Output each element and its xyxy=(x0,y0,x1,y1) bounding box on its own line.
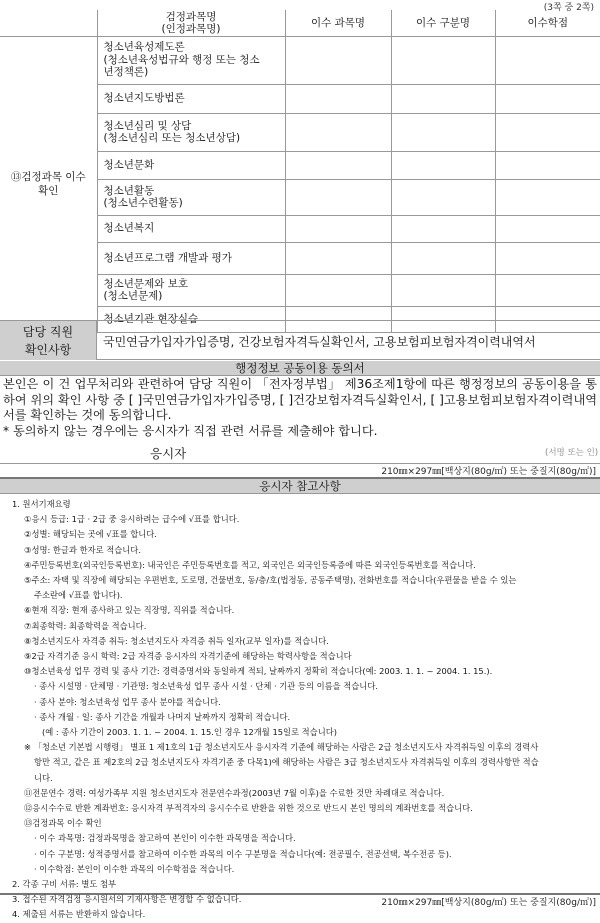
subject-name-cell: 청소년문화 xyxy=(97,151,285,179)
completion-type-input[interactable] xyxy=(391,215,495,242)
subject-name-cell: 청소년문제와 보호 (청소년문제) xyxy=(97,274,285,306)
list-item: ⑧청소년지도사 자격증 취득: 청소년지도사 자격증 취득 일자(교부 일자)를 적습니다. xyxy=(24,635,329,646)
table-header-row xyxy=(0,10,600,36)
subject-name-cell: 청소년심리 및 상담 (청소년심리 또는 청소년상담) xyxy=(97,113,285,151)
consent-title: 행정정보 공동이용 동의서 xyxy=(0,361,600,376)
list-item: ⑤주소: 자택 및 직장에 해당되는 우편번호, 도로명, 건물번호, 동/층/호(법정동, 공동주택명), 전화번호를 적습니다(우편물을 받을 수 있는 xyxy=(24,575,517,586)
header-empty xyxy=(0,10,97,36)
list-item: ⑩청소년육성 업무 경력 및 종사 기간: 경력증명서와 동일하게 적되, 날짜까지 정확히 적습니다(예: 2003. 1. 1. ~ 2004. 1. 15.). xyxy=(24,666,493,677)
list-item: · 이수 과목명: 검정과목명을 참고하여 본인이 이수한 과목명을 적습니다. xyxy=(34,833,296,844)
list-item: 3. 접수된 자격검정 응시원서의 기재사항은 변경할 수 없습니다. xyxy=(12,894,242,905)
signature-hint: (서명 또는 인) xyxy=(545,448,599,458)
completed-subject-input[interactable] xyxy=(285,151,391,179)
list-item: 4. 제출된 서류는 반환하지 않습니다. xyxy=(12,909,146,920)
completion-type-input[interactable] xyxy=(391,242,495,274)
completed-subject-input[interactable] xyxy=(285,84,391,113)
completed-subject-input[interactable] xyxy=(285,36,391,84)
subject-verification-table xyxy=(0,10,600,333)
credits-input[interactable] xyxy=(495,36,600,84)
list-item: ①응시 등급: 1급 · 2급 중 응시하려는 급수에 √표를 합니다. xyxy=(24,514,240,525)
completion-type-input[interactable] xyxy=(391,113,495,151)
credits-input[interactable] xyxy=(495,274,600,306)
subject-name-cell: 청소년기관 현장실습 xyxy=(97,306,285,332)
list-item: 니다. xyxy=(34,772,53,783)
applicant-label: 응시자 xyxy=(150,446,187,461)
list-item: 주소란에 √표를 합니다). xyxy=(34,590,123,601)
credits-input[interactable] xyxy=(495,179,600,215)
list-item: · 이수학점: 본인이 이수한 과목의 이수학점을 적습니다. xyxy=(34,863,235,874)
header-completion-type: 이수 구분명 xyxy=(391,10,495,36)
list-item: 2. 각종 구비 서류: 별도 첨부 xyxy=(12,879,117,890)
list-item: ⑨2급 자격기준 응시 학력: 2급 자격증 응시자의 자격기준에 해당하는 학력사항을 적습니다 xyxy=(24,651,352,662)
list-item: · 종사 시설명 · 단체명 · 기관명: 청소년육성 업무 종사 시설 · 단체 · 기관 등의 이름을 적습니다. xyxy=(34,681,378,692)
list-item: · 종사 개월 · 일: 종사 기간을 개월과 나머지 날짜까지 정확히 적습니다. xyxy=(34,711,291,722)
header-subject: 검정과목명 (인정과목명) xyxy=(97,10,285,36)
list-item: 1. 원서기재요령 xyxy=(12,499,71,509)
reference-list xyxy=(0,494,600,923)
completed-subject-input[interactable] xyxy=(285,274,391,306)
paper-size-note: 210㎜×297㎜[백상지(80g/㎡) 또는 중질지(80g/㎡)] xyxy=(381,467,596,477)
list-item: 항만 적고, 같은 표 제2호의 2급 청소년지도사 자격기준 중 다목1)에 해당하는 사람은 3급 청소년지도사 자격취득일 이후의 경력사항만 적습 xyxy=(34,757,539,768)
credits-input[interactable] xyxy=(495,84,600,113)
subject-name-cell: 청소년활동 (청소년수련활동) xyxy=(97,179,285,215)
paper-size-note-bottom: 210㎜×297㎜[백상지(80g/㎡) 또는 중질지(80g/㎡)] xyxy=(381,898,596,908)
list-item: ⑬검정과목 이수 확인 xyxy=(24,818,102,829)
page-indicator: (3쪽 중 2쪽) xyxy=(543,3,594,13)
list-item: ⑫응시수수료 반환 계좌번호: 응시자격 부적격자의 응시수수료 반환을 위한 것으로 반드시 본인 명의의 계좌번호를 적습니다. xyxy=(24,803,473,814)
list-item: · 종사 분야: 청소년육성 업무 종사 분야를 적습니다. xyxy=(34,696,221,707)
subject-name-cell: 청소년프로그램 개발과 평가 xyxy=(97,242,285,274)
credits-input[interactable] xyxy=(495,151,600,179)
credits-input[interactable] xyxy=(495,242,600,274)
reference-title: 응시자 참고사항 xyxy=(0,479,600,494)
completion-type-input[interactable] xyxy=(391,84,495,113)
consent-note: * 동의하지 않는 경우에는 응시자가 직접 관련 서류를 제출해야 합니다. xyxy=(3,424,378,438)
credits-input[interactable] xyxy=(495,215,600,242)
list-item: ③성명: 한글과 한자로 적습니다. xyxy=(24,544,141,555)
completion-type-input[interactable] xyxy=(391,151,495,179)
header-completed-subject: 이수 과목명 xyxy=(285,10,391,36)
subject-name-cell: 청소년복지 xyxy=(97,215,285,242)
completed-subject-input[interactable] xyxy=(285,179,391,215)
completion-type-input[interactable] xyxy=(391,36,495,84)
completion-type-input[interactable] xyxy=(391,179,495,215)
consent-body: 본인은 이 건 업무처리와 관련하여 담당 직원이 「전자정부법」 제36조제1항에 따른 행정정보의 공동이용을 통하여 위의 확인 사항 중 [ ]국민연금가입자가입증명, [ ]건강보험자격득실확인서, [ ]고용보험피보험자격이력내역서를 확인하는 것에 동의합니다. xyxy=(3,377,597,422)
subject-name-cell: 청소년지도방법론 xyxy=(97,84,285,113)
table-row xyxy=(0,36,600,84)
completed-subject-input[interactable] xyxy=(285,215,391,242)
list-item: ⑪전문연수 경력: 여성가족부 지원 청소년지도자 전문연수과정(2003년 7월 이후)을 수료한 것만 차례대로 적습니다. xyxy=(24,787,445,798)
list-item: ④주민등록번호(외국인등록번호): 내국인은 주민등록번호를 적고, 외국인은 외국인등록증에 따른 외국인등록번호를 적습니다. xyxy=(24,559,476,570)
list-item: ⑦최종학력: 최종학력을 적습니다. xyxy=(24,620,147,631)
list-item: ⑥현재 직장: 현재 종사하고 있는 직장명, 직위를 적습니다. xyxy=(24,605,235,616)
list-item: ※ 「청소년 기본법 시행령」 별표 1 제1호의 1급 청소년지도사 응시자격 기준에 해당하는 사람은 2급 청소년지도사 자격취득일 이후의 경력사 xyxy=(24,742,539,753)
staff-verification-row xyxy=(0,320,600,360)
subject-name-cell: 청소년육성제도론 (청소년육성법규와 행정 또는 청소 년정책론) xyxy=(97,36,285,84)
staff-verification-items: 국민연금가입자가입증명, 건강보험자격득실확인서, 고용보험피보험자격이력내역서 xyxy=(103,335,536,349)
staff-verification-label: 담당 직원 확인사항 xyxy=(0,321,97,360)
list-item: · 이수 구분명: 성적증명서를 참고하여 이수한 과목의 이수 구분명을 적습니다(예: 전공필수, 전공선택, 복수전공 등). xyxy=(34,848,452,859)
completed-subject-input[interactable] xyxy=(285,242,391,274)
completed-subject-input[interactable] xyxy=(285,113,391,151)
credits-input[interactable] xyxy=(495,113,600,151)
list-item: ②성별: 해당되는 곳에 √표를 합니다. xyxy=(24,529,157,540)
row-label-subject-check: ⑬검정과목 이수 확인 xyxy=(0,36,97,332)
completion-type-input[interactable] xyxy=(391,274,495,306)
list-item: (예 : 종사 기간이 2003. 1. 1. ~ 2004. 1. 15.인 경우 12개월 15일로 적습니다) xyxy=(42,727,337,738)
header-credits: 이수학점 xyxy=(495,10,600,36)
